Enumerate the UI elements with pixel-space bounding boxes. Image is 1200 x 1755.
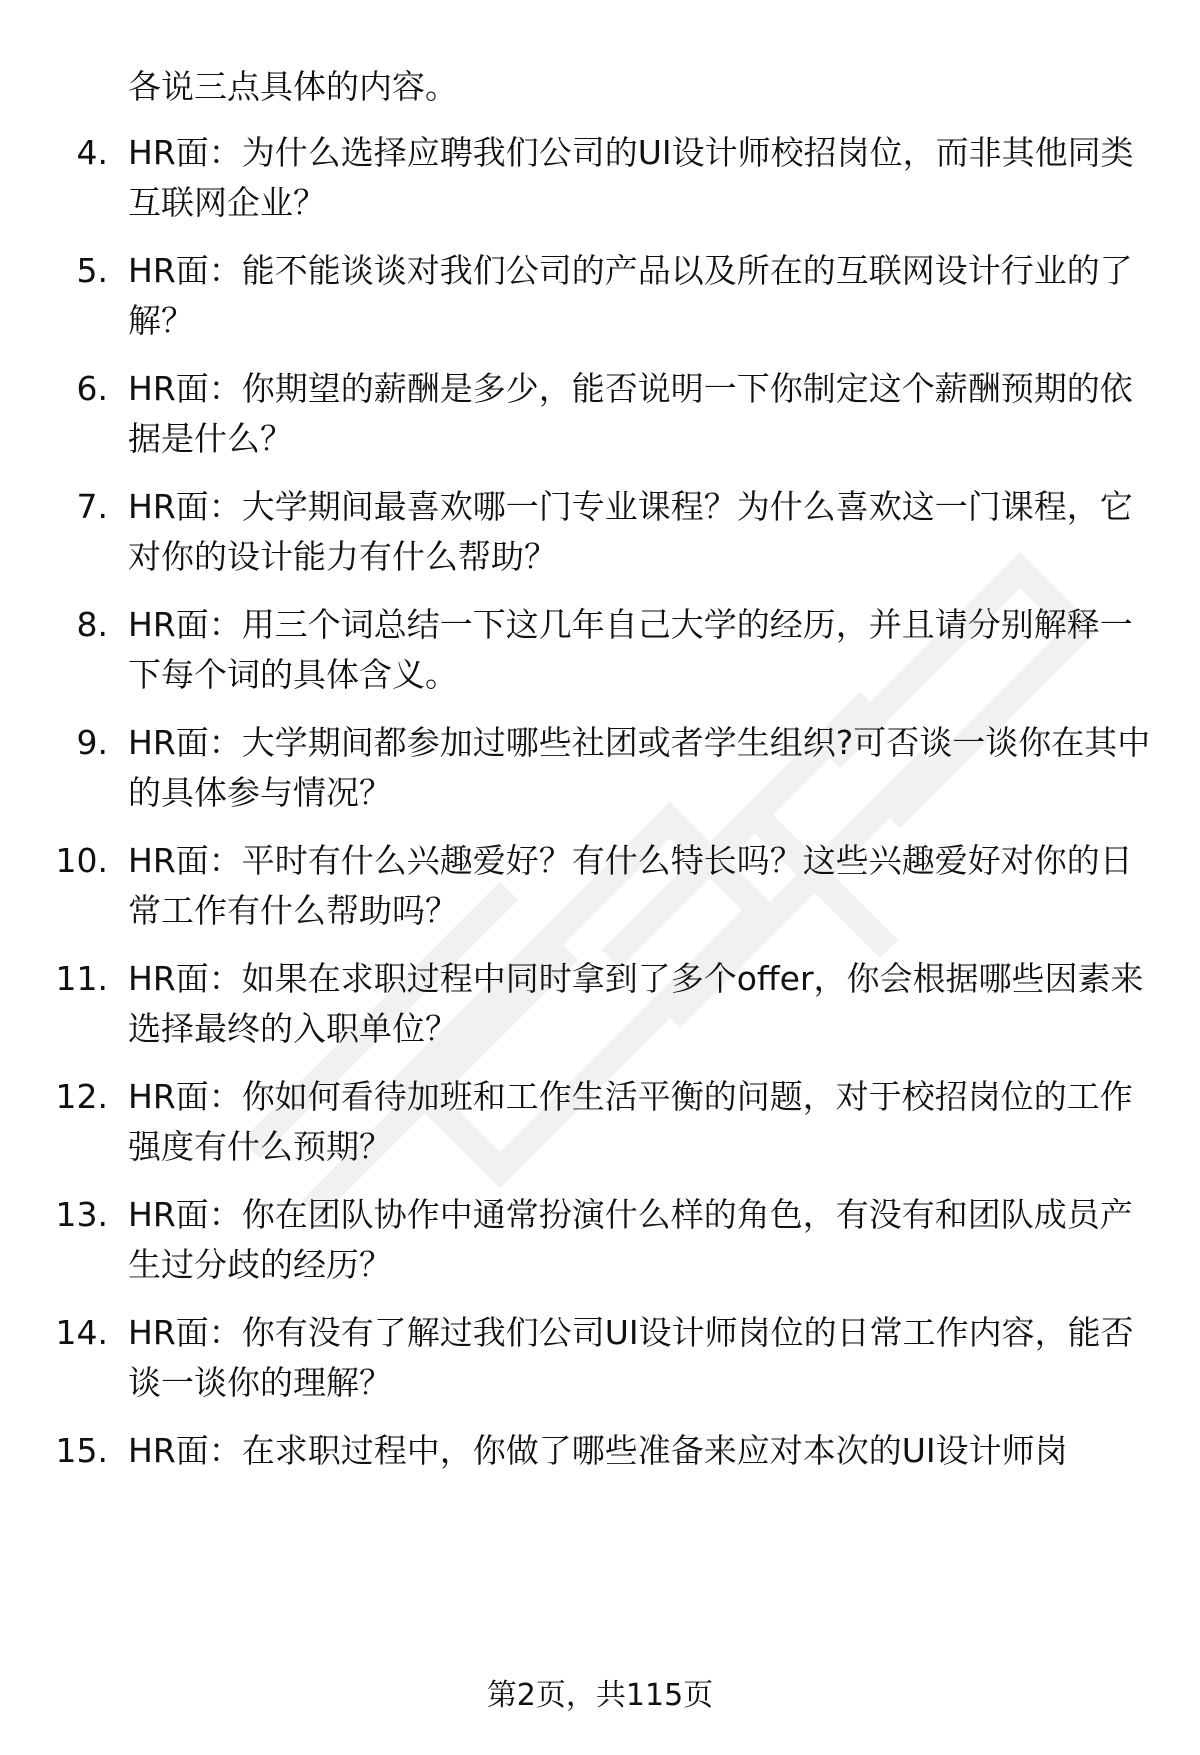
question-number: 10. xyxy=(55,841,108,880)
question-number: 9. xyxy=(76,723,108,762)
question-text: HR面：你如何看待加班和工作生活平衡的问题，对于校招岗位的工作强度有什么预期？ xyxy=(128,1077,1133,1166)
question-number: 7. xyxy=(76,487,108,526)
question-number: 11. xyxy=(55,959,108,998)
question-text: HR面：为什么选择应聘我们公司的UI设计师校招岗位，而非其他同类互联网企业？ xyxy=(128,133,1134,222)
question-number: 12. xyxy=(55,1077,108,1116)
question-text: HR面：在求职过程中，你做了哪些准备来应对本次的UI设计师岗 xyxy=(128,1431,1068,1470)
question-text: HR面：大学期间都参加过哪些社团或者学生组织?可否谈一谈你在其中的具体参与情况？ xyxy=(128,723,1151,812)
question-number: 5. xyxy=(76,251,108,290)
question-text: HR面：如果在求职过程中同时拿到了多个offer，你会根据哪些因素来选择最终的入职单位？ xyxy=(128,959,1144,1048)
question-text: HR面：你期望的薪酬是多少，能否说明一下你制定这个薪酬预期的依据是什么？ xyxy=(128,369,1133,458)
question-text: HR面：用三个词总结一下这几年自己大学的经历，并且请分别解释一下每个词的具体含义。 xyxy=(128,605,1133,694)
question-number: 6. xyxy=(76,369,108,408)
question-number: 4. xyxy=(76,133,108,172)
question-number: 8. xyxy=(76,605,108,644)
question-number: 14. xyxy=(55,1313,108,1352)
page-footer: 第2页，共115页 xyxy=(486,1678,714,1713)
question-number: 13. xyxy=(55,1195,108,1234)
continuation-text: 各说三点具体的内容。 xyxy=(128,67,458,106)
question-text: HR面：能不能谈谈对我们公司的产品以及所在的互联网设计行业的了解？ xyxy=(128,251,1133,340)
question-text: HR面：大学期间最喜欢哪一门专业课程？为什么喜欢这一门课程，它对你的设计能力有什么帮助？ xyxy=(128,487,1133,576)
question-text: HR面：你有没有了解过我们公司UI设计师岗位的日常工作内容，能否谈一谈你的理解？ xyxy=(128,1313,1134,1402)
question-number: 15. xyxy=(55,1431,108,1470)
question-text: HR面：你在团队协作中通常扮演什么样的角色，有没有和团队成员产生过分歧的经历？ xyxy=(128,1195,1133,1284)
question-text: HR面：平时有什么兴趣爱好？有什么特长吗？这些兴趣爱好对你的日常工作有什么帮助吗？ xyxy=(128,841,1133,930)
